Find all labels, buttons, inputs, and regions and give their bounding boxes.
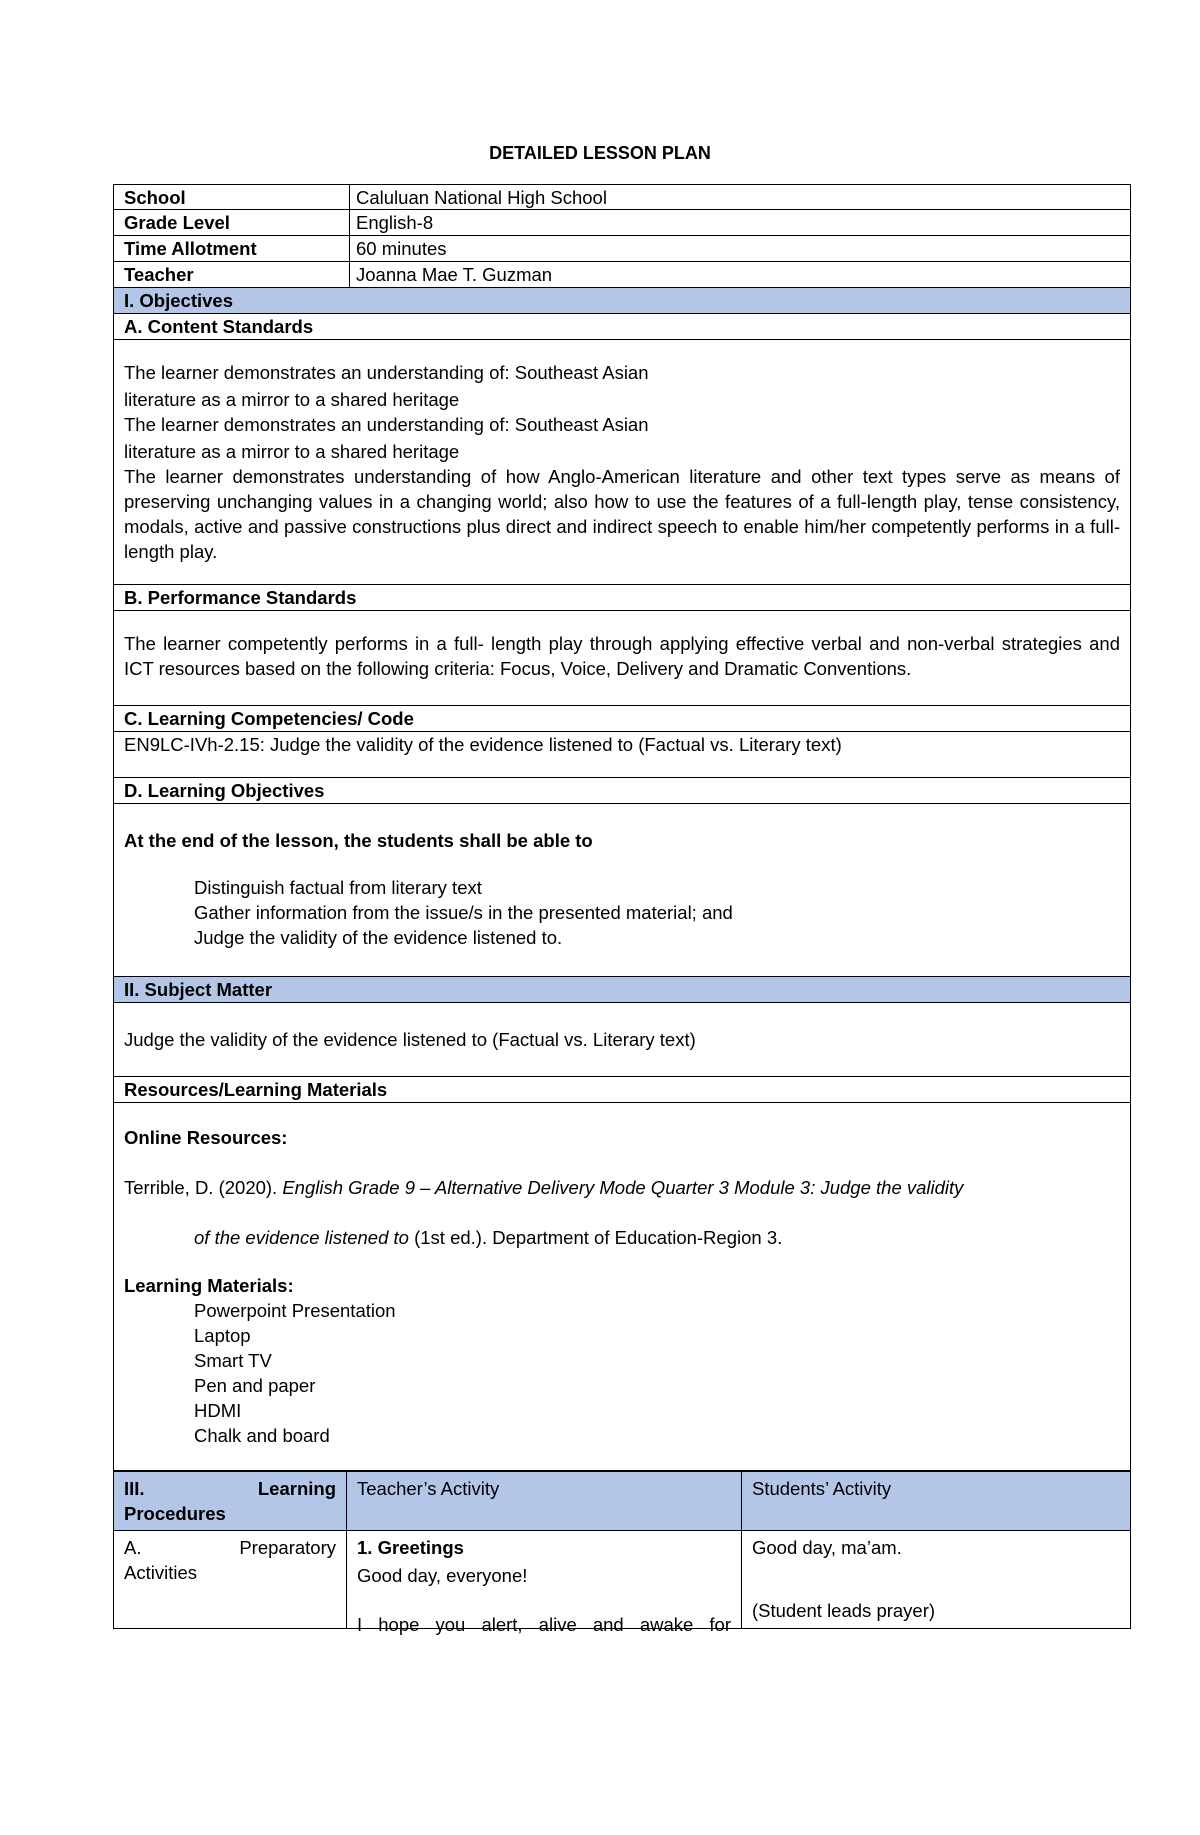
material-item: HDMI bbox=[194, 1400, 242, 1421]
info-label: Teacher bbox=[114, 262, 350, 287]
competencies-label: C. Learning Competencies/ Code bbox=[113, 706, 1131, 732]
citation-title: of the evidence listened to bbox=[194, 1227, 409, 1248]
info-label: School bbox=[114, 185, 350, 209]
info-label: Time Allotment bbox=[114, 236, 350, 261]
teacher-line: I hope you alert, alive and awake for bbox=[357, 1614, 731, 1635]
material-item: Chalk and board bbox=[194, 1425, 330, 1446]
lesson-plan-table bbox=[113, 184, 1131, 1635]
procedures-row-preparatory bbox=[113, 1531, 1131, 1635]
student-line: Good day, ma’am. bbox=[752, 1537, 902, 1558]
material-item: Powerpoint Presentation bbox=[194, 1300, 396, 1321]
info-row-time-allotment bbox=[113, 236, 1131, 262]
material-item: Pen and paper bbox=[194, 1375, 316, 1396]
citation-line-1 bbox=[124, 1175, 1120, 1200]
stage-word2: Activities bbox=[124, 1562, 197, 1583]
info-label: Grade Level bbox=[114, 210, 350, 235]
page-title: DETAILED LESSON PLAN bbox=[489, 143, 711, 163]
material-item: Smart TV bbox=[194, 1350, 272, 1371]
content-standards-label: A. Content Standards bbox=[113, 314, 1131, 340]
procedures-col-stage bbox=[114, 1472, 347, 1530]
info-row-grade-level bbox=[113, 210, 1131, 236]
citation-author: Terrible, D. (2020). bbox=[124, 1177, 278, 1198]
content-line: literature as a mirror to a shared heritage bbox=[124, 441, 460, 462]
teacher-line: Good day, everyone! bbox=[357, 1565, 528, 1586]
material-item: Laptop bbox=[194, 1325, 251, 1346]
procedures-col-teacher: Teacher’s Activity bbox=[347, 1472, 742, 1530]
proc-col1-word2: Procedures bbox=[124, 1503, 226, 1524]
stage-letter: A. bbox=[124, 1537, 142, 1558]
info-value: Caluluan National High School bbox=[356, 187, 607, 208]
objectives-header: I. Objectives bbox=[113, 288, 1131, 314]
stage-cell bbox=[114, 1531, 347, 1628]
competency-code: EN9LC-IVh-2.15: Judge the validity of the evidence listened to (Factual vs. Literary text) bbox=[124, 734, 842, 755]
competencies-body bbox=[113, 732, 1131, 778]
learning-objectives-body bbox=[113, 804, 1131, 977]
performance-standards-label: B. Performance Standards bbox=[113, 585, 1131, 611]
performance-standards-body: The learner competently performs in a full- length play through applying effective verbal and non-verbal strategies and ICT resources based on the following criteria: Focus, Voice, Delivery and Dramatic Conventions. bbox=[113, 611, 1131, 706]
greetings-heading: 1. Greetings bbox=[357, 1537, 464, 1558]
objective-item: Judge the validity of the evidence listened to. bbox=[194, 927, 563, 948]
content-line: The learner demonstrates an understanding of: Southeast Asian bbox=[124, 362, 649, 383]
resources-body bbox=[113, 1103, 1131, 1471]
student-line: (Student leads prayer) bbox=[752, 1600, 936, 1621]
citation-line-2 bbox=[124, 1225, 1120, 1250]
info-value: 60 minutes bbox=[356, 238, 447, 259]
content-standards-body bbox=[113, 340, 1131, 585]
resources-label: Resources/Learning Materials bbox=[113, 1077, 1131, 1103]
info-value: English-8 bbox=[356, 212, 434, 233]
info-row-school bbox=[113, 184, 1131, 210]
procedures-col-students: Students’ Activity bbox=[742, 1472, 1130, 1530]
proc-col1-num: III. bbox=[124, 1478, 145, 1499]
procedures-header-row bbox=[113, 1471, 1131, 1531]
objective-item: Gather information from the issue/s in the presented material; and bbox=[194, 902, 733, 923]
subject-matter-header: II. Subject Matter bbox=[113, 977, 1131, 1003]
materials-label: Learning Materials: bbox=[124, 1275, 294, 1296]
citation-title: English Grade 9 – Alternative Delivery Mode Quarter 3 Module 3: Judge the validity bbox=[282, 1177, 964, 1198]
learning-objectives-label: D. Learning Objectives bbox=[113, 778, 1131, 804]
objectives-lead: At the end of the lesson, the students shall be able to bbox=[124, 830, 593, 851]
proc-col1-word: Learning bbox=[257, 1478, 336, 1499]
student-activity-cell bbox=[742, 1531, 1130, 1628]
objective-item: Distinguish factual from literary text bbox=[194, 877, 482, 898]
online-resources-label: Online Resources: bbox=[124, 1127, 288, 1148]
content-paragraph: The learner demonstrates understanding of how Anglo-American literature and other text types serve as means of preserving unchanging values in a changing world; also how to use the features of a full-length play, tense consistency, modals, active and passive constructions plus direct and indirect speech to enable him/her competently performs in a full-length play. bbox=[124, 466, 1120, 562]
stage-word: Preparatory bbox=[239, 1537, 336, 1558]
info-row-teacher bbox=[113, 262, 1131, 288]
teacher-activity-cell bbox=[347, 1531, 742, 1635]
info-value: Joanna Mae T. Guzman bbox=[356, 264, 553, 285]
subject-matter-body: Judge the validity of the evidence listened to (Factual vs. Literary text) bbox=[113, 1003, 1131, 1077]
citation-edition: (1st ed.). Department of Education-Region 3. bbox=[414, 1227, 783, 1248]
content-line: literature as a mirror to a shared heritage bbox=[124, 389, 460, 410]
content-line: The learner demonstrates an understanding of: Southeast Asian bbox=[124, 414, 649, 435]
